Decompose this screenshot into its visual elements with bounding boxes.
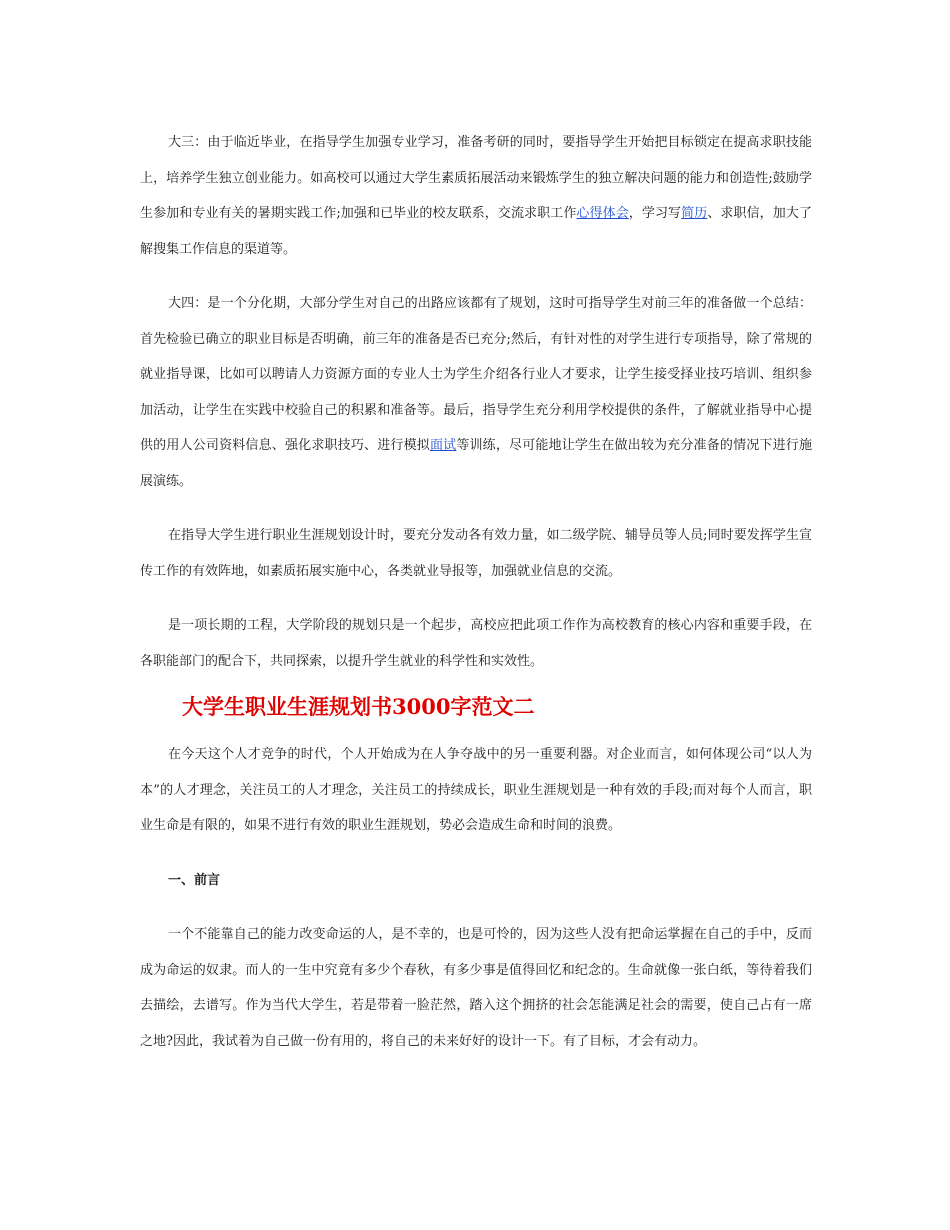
spacer: [140, 589, 812, 608]
paragraph-text: 、求职信，加大了解搜集工作信息的渠道等。: [140, 206, 812, 257]
spacer: [140, 844, 812, 863]
paragraph-text: 等训练，尽可能地让学生在做出较为充分准备的情况下进行施展演练。: [140, 438, 812, 489]
paragraph-preface: 一个不能靠自己的能力改变命运的人，是不幸的，也是可怜的，因为这些人没有把命运掌握在自己的手中，反而成为命运的奴隶。而人的一生中究竟有多少个春秋，有多少事是值得回忆和纪念的。生命就像一张白纸，等待着我们去描绘，去谱写。作为当代大学生，若是带着一脸茫然，踏入这个拥挤的社会怎能满足社会的需要，使自己占有一席之地?因此，我试着为自己做一份有用的，将自己的未来好好的设计一下。有了目标，才会有动力。: [140, 927, 812, 1049]
paragraph-text: 大四：是一个分化期，大部分学生对自己的出路应该都有了规划，这时可指导学生对前三年的准备做一个总结：首先检验已确立的职业目标是否明确，前三年的准备是否已充分;然后，有针对性的对学生进行专项指导，除了常规的就业指导课，比如可以聘请人力资源方面的专业人士为学生介绍各行业人才要求，让学生接受择业技巧培训、组织参加活动，让学生在实践中校验自己的积累和准备等。最后，指导学生充分利用学校提供的条件，了解就业指导中心提供的用人公司资料信息、强化求职技巧、进行模拟: [140, 296, 812, 453]
spacer: [140, 898, 812, 917]
document-body: [140, 125, 812, 1059]
subsection-title-preface: 一、前言: [168, 872, 221, 888]
paragraph-text: ，学习写: [628, 206, 682, 221]
paragraph-junior-year: [140, 125, 812, 267]
paragraph-guidance: 在指导大学生进行职业生涯规划设计时，要充分发动各有效力量，如二级学院、辅导员等人员;同时要发挥学生宣传工作的有效阵地，如素质拓展实施中心，各类就业导报等，加强就业信息的交流。: [140, 528, 812, 579]
section-heading: 大学生职业生涯规划书3000字范文二: [182, 694, 535, 719]
paragraph-text: 大三：由于临近毕业，在指导学生加强专业学习，准备考研的同时，要指导学生开始把目标锁定在提高求职技能上，培养学生独立创业能力。如高校可以通过大学生素质拓展活动来锻炼学生的独立解决问题的能力和创造性;鼓励学生参加和专业有关的暑期实践工作;加强和已毕业的校友联系，交流求职工作: [140, 135, 812, 221]
paragraph-long-term: 是一项长期的工程，大学阶段的规划只是一个起步，高校应把此项工作作为高校教育的核心内容和重要手段，在各职能部门的配合下，共同探索，以提升学生就业的科学性和实效性。: [140, 618, 812, 669]
link-xinde-tihui[interactable]: 心得体会: [576, 206, 629, 221]
paragraph-senior-year: [140, 286, 812, 499]
spacer: [140, 267, 812, 286]
link-mianshi[interactable]: 面试: [429, 438, 457, 453]
link-jianli[interactable]: 简历: [681, 206, 708, 221]
spacer: [140, 499, 812, 518]
paragraph-intro: 在今天这个人才竞争的时代，个人开始成为在人争夺战中的另一重要利器。对企业而言，如何体现公司“以人为本”的人才理念，关注员工的人才理念，关注员工的持续成长，职业生涯规划是一种有效的手段;而对每个人而言，职业生命是有限的，如果不进行有效的职业生涯规划，势必会造成生命和时间的浪费。: [140, 747, 812, 833]
